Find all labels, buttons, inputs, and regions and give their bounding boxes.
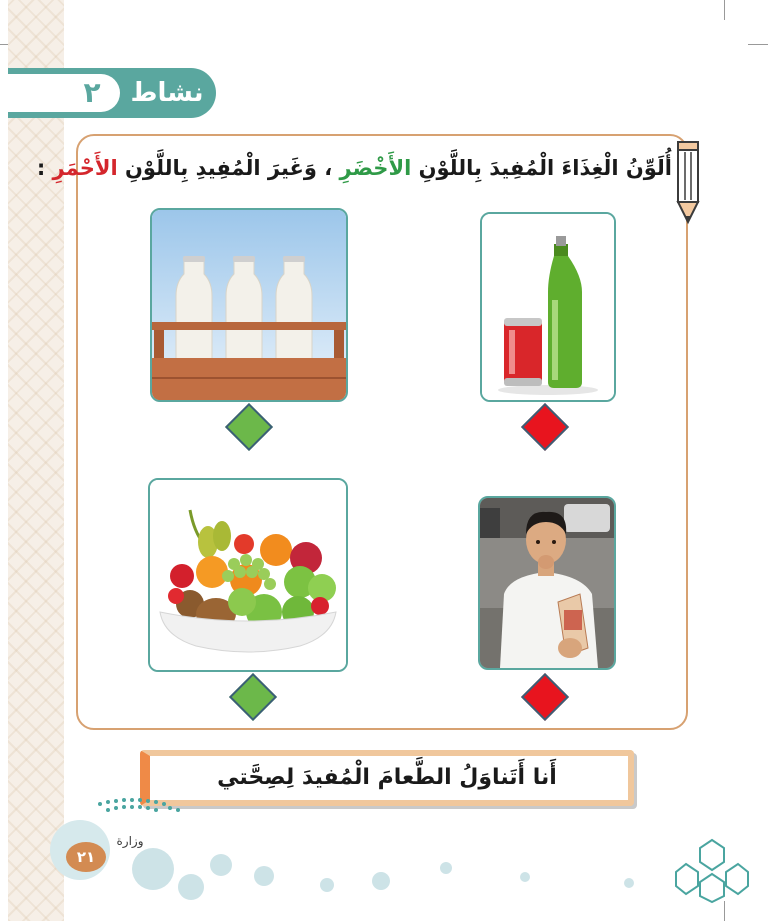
decorative-circle [320,878,334,892]
decorative-circle [440,862,452,874]
crop-mark [748,44,768,45]
crop-mark [724,901,725,921]
decorative-circle [624,878,634,888]
boy-eating-snack-image [480,498,614,668]
instruction-red-word: الأَحْمَرِ [52,156,118,180]
image-card-soda [480,212,616,402]
instruction-part1: أُلَوِّنُ الْغِذَاءَ الْمُفِيدَ بِاللَّوْنِ [418,156,672,180]
decorative-circle [254,866,274,886]
fruit-bowl-image [150,480,346,670]
activity-number: ٢ [83,76,101,109]
crop-mark [724,0,725,20]
image-card-boy [478,496,616,670]
instruction-text [36,148,672,188]
decorative-circle [210,854,232,876]
page-number: ٢١ [66,842,106,872]
image-card-milk [150,208,348,402]
decorative-circle [372,872,390,890]
decorative-circle [178,874,204,900]
instruction-part2: ، وَغَيرَ الْمُفِيدِ بِاللَّوْنِ [124,156,333,180]
decorative-circle [132,848,174,890]
activity-label: نشاط [130,78,204,108]
instruction-green-word: الأَخْضَرِ [339,156,412,180]
pencil-icon [676,140,700,226]
ministry-name: وزارة [116,834,144,848]
decorative-side-strip [8,0,64,921]
instruction-end: : [36,156,46,180]
image-card-fruit [148,478,348,672]
decorative-circle [520,872,530,882]
slogan-text: أَنا أَتَناوَلُ الطَّعامَ الْمُفيدَ لِصِحَّتي [217,765,557,790]
decorative-corner-pattern [672,834,752,904]
milk-bottles-image [152,210,346,400]
soda-can-and-bottle-image [482,214,614,400]
